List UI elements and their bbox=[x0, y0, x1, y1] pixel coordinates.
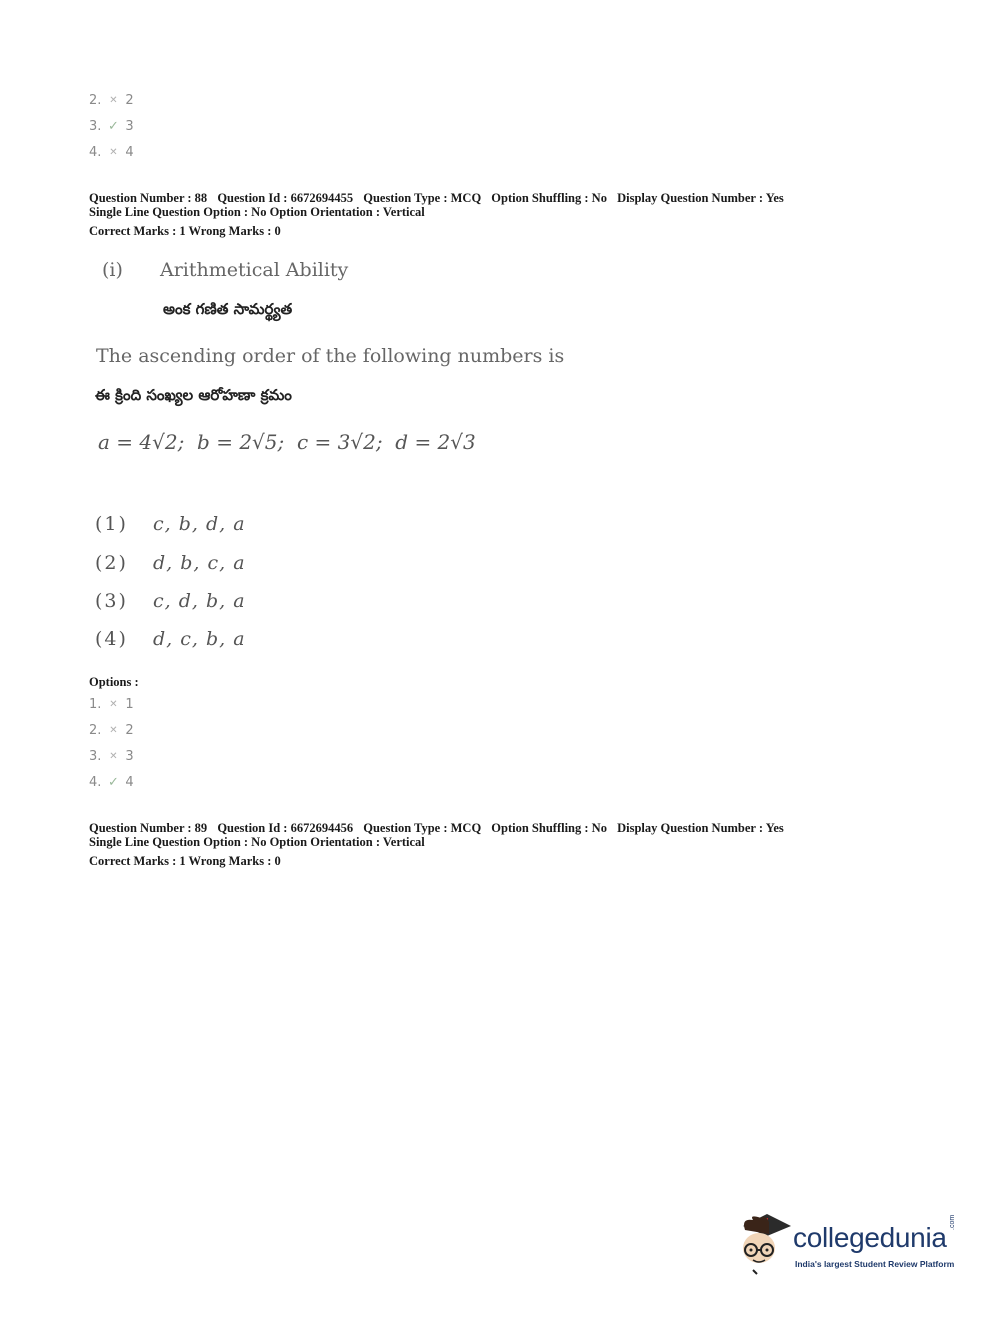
logo-tagline: India's largest Student Review Platform bbox=[795, 1259, 955, 1269]
option-1 bbox=[89, 696, 134, 712]
logo-suffix: .com bbox=[949, 1214, 956, 1230]
options-label: Options : bbox=[89, 675, 139, 689]
option-index: 4. bbox=[89, 144, 102, 160]
section-title: Arithmetical Ability bbox=[160, 259, 349, 281]
q88-meta-line3: Correct Marks : 1 Wrong Marks : 0 bbox=[89, 224, 281, 238]
collegedunia-logo[interactable] bbox=[735, 1208, 965, 1280]
q88-meta-line1 bbox=[89, 191, 791, 205]
logo-wordmark: collegedunia bbox=[793, 1222, 947, 1253]
choice-number: (2) bbox=[95, 552, 128, 574]
question-id: Question Id : 6672694455 bbox=[217, 191, 354, 205]
option-3 bbox=[89, 748, 134, 764]
cross-icon: ✕ bbox=[109, 724, 118, 736]
question-number: Question Number : 88 bbox=[89, 191, 208, 205]
question-type: Question Type : MCQ bbox=[363, 191, 482, 205]
choice-3 bbox=[95, 590, 246, 612]
option-index: 2. bbox=[89, 92, 102, 108]
choice-number: (3) bbox=[95, 590, 128, 612]
choice-4 bbox=[95, 628, 246, 650]
prev-option-3 bbox=[89, 118, 134, 134]
option-value: 3 bbox=[125, 748, 134, 764]
q89-meta-line2: Single Line Question Option : No Option Orientation : Vertical bbox=[89, 835, 425, 849]
option-2 bbox=[89, 722, 134, 738]
option-value: 1 bbox=[125, 696, 134, 712]
cross-icon: ✕ bbox=[109, 698, 118, 710]
prev-option-2 bbox=[89, 92, 134, 108]
section-title-telugu: అంక గణిత సామర్థ్యత bbox=[163, 300, 293, 318]
choice-value: c, b, d, a bbox=[153, 513, 246, 535]
option-4 bbox=[89, 774, 134, 790]
check-icon: ✓ bbox=[107, 774, 119, 790]
option-shuffling: Option Shuffling : No bbox=[491, 191, 607, 205]
question-text: The ascending order of the following numbers is bbox=[96, 345, 565, 367]
option-index: 3. bbox=[89, 118, 102, 134]
option-value: 4 bbox=[125, 144, 134, 160]
option-index: 1. bbox=[89, 696, 102, 712]
choice-2 bbox=[95, 552, 246, 574]
display-question-number: Display Question Number : Yes bbox=[617, 191, 784, 205]
q89-meta-line3: Correct Marks : 1 Wrong Marks : 0 bbox=[89, 854, 281, 868]
question-text-telugu: ఈ క్రింది సంఖ్యల ఆరోహణా క్రమం bbox=[95, 386, 292, 404]
section-number: (i) bbox=[102, 259, 123, 281]
q88-meta-line2: Single Line Question Option : No Option Orientation : Vertical bbox=[89, 205, 425, 219]
option-value: 3 bbox=[125, 118, 134, 134]
question-expression: a = 4√2; b = 2√5; c = 3√2; d = 2√3 bbox=[98, 430, 476, 454]
choice-1 bbox=[95, 513, 246, 535]
choice-value: c, d, b, a bbox=[153, 590, 246, 612]
q89-meta-line1 bbox=[89, 821, 791, 835]
question-number: Question Number : 89 bbox=[89, 821, 208, 835]
option-shuffling: Option Shuffling : No bbox=[491, 821, 607, 835]
cross-icon: ✕ bbox=[109, 94, 118, 106]
option-value: 2 bbox=[125, 92, 134, 108]
question-type: Question Type : MCQ bbox=[363, 821, 482, 835]
display-question-number: Display Question Number : Yes bbox=[617, 821, 784, 835]
mascot-icon bbox=[735, 1208, 795, 1278]
option-index: 4. bbox=[89, 774, 102, 790]
choice-value: d, c, b, a bbox=[153, 628, 246, 650]
option-index: 2. bbox=[89, 722, 102, 738]
prev-option-4 bbox=[89, 144, 134, 160]
choice-number: (1) bbox=[95, 513, 128, 535]
option-value: 2 bbox=[125, 722, 134, 738]
question-id: Question Id : 6672694456 bbox=[217, 821, 354, 835]
cross-icon: ✕ bbox=[109, 146, 118, 158]
option-value: 4 bbox=[125, 774, 134, 790]
cross-icon: ✕ bbox=[109, 750, 118, 762]
choice-number: (4) bbox=[95, 628, 128, 650]
choice-value: d, b, c, a bbox=[153, 552, 246, 574]
option-index: 3. bbox=[89, 748, 102, 764]
check-icon: ✓ bbox=[107, 118, 119, 134]
